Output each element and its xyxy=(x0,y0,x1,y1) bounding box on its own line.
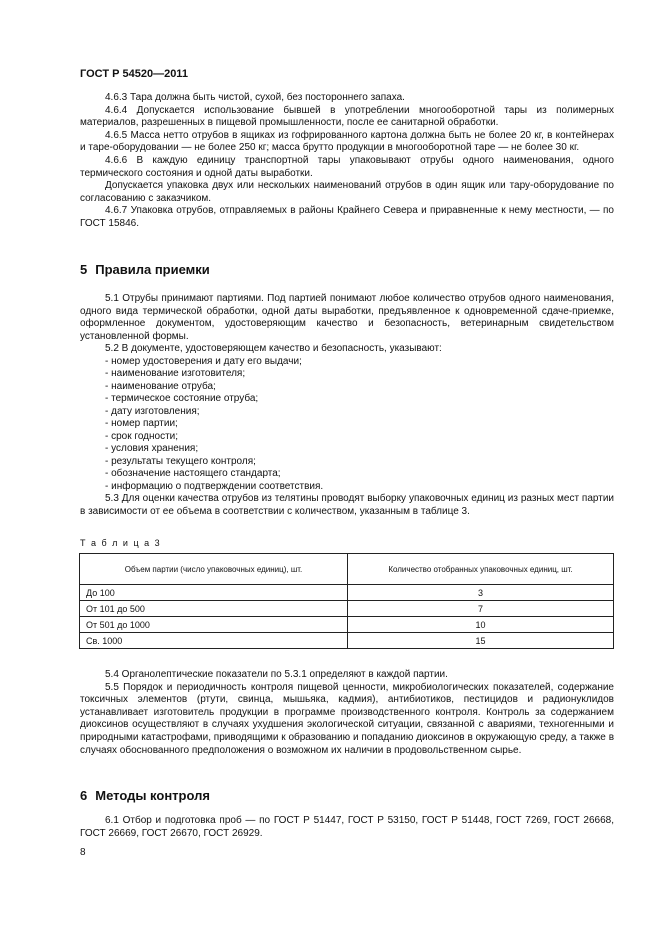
paragraph-4-6-5: 4.6.5 Масса нетто отрубов в ящиках из гофрированного картона должна быть не более 20 кг, в контейнерах и таре-оборудовании — не более 250 кг; масса брутто продукции в многооборотной таре — не более 30 кг. xyxy=(80,129,614,154)
table-row xyxy=(80,585,614,601)
paragraph-5-3: 5.3 Для оценки качества отрубов из телятины проводят выборку упаковочных единиц из разных мест партии в зависимости от ее объема в соответствии с количеством, указанным в таблице 3. xyxy=(80,493,614,518)
section-5-number: 5 xyxy=(80,262,88,277)
table-row xyxy=(80,633,614,649)
list-item: - результаты текущего контроля; xyxy=(80,456,614,469)
table-3-caption: Т а б л и ц а 3 xyxy=(80,538,162,548)
column-header-lot-size: Объем партии (число упаковочных единиц), шт. xyxy=(80,554,348,585)
paragraph-5-4: 5.4 Органолептические показатели по 5.3.1 определяют в каждой партии. xyxy=(105,669,448,680)
list-item: - наименование отруба; xyxy=(80,381,614,394)
list-item: - дату изготовления; xyxy=(80,406,614,419)
section-6-title: Методы контроля xyxy=(95,788,210,803)
page-number: 8 xyxy=(80,847,86,858)
section-5-heading xyxy=(80,262,210,277)
list-item: - термическое состояние отруба; xyxy=(80,393,614,406)
section-5-4-5-block xyxy=(80,669,614,757)
paragraph-4-6-6: 4.6.6 В каждую единицу транспортной тары упаковывают отрубы одного наименования, одного термического состояния и одной даты выработки. xyxy=(80,154,614,179)
section-5-block xyxy=(80,293,614,519)
document-header: ГОСТ Р 54520—2011 xyxy=(80,68,188,80)
list-item: - срок годности; xyxy=(80,431,614,444)
list-item: - номер удостоверения и дату его выдачи; xyxy=(80,356,614,369)
section-4-6-block xyxy=(80,92,614,231)
section-6-block xyxy=(80,815,614,840)
table-3 xyxy=(79,553,614,649)
list-item: - наименование изготовителя; xyxy=(80,368,614,381)
list-item: - информацию о подтверждении соответствия. xyxy=(80,481,614,494)
paragraph-6-1: 6.1 Отбор и подготовка проб — по ГОСТ Р 51447, ГОСТ Р 53150, ГОСТ Р 51448, ГОСТ 7269, ГОСТ 26668, ГОСТ 26669, ГОСТ 26670, ГОСТ 26929. xyxy=(80,815,614,839)
sample-count-cell: 10 xyxy=(348,617,614,633)
table-header-row xyxy=(80,554,614,585)
paragraph-5-2: 5.2 В документе, удостоверяющем качество и безопасность, указывают: xyxy=(105,343,442,355)
sample-count-cell: 3 xyxy=(348,585,614,601)
section-5-title: Правила приемки xyxy=(95,262,210,277)
sample-count-cell: 7 xyxy=(348,601,614,617)
list-item: - обозначение настоящего стандарта; xyxy=(80,468,614,481)
column-header-sample-count: Количество отобранных упаковочных единиц, шт. xyxy=(348,554,614,585)
list-item: - условия хранения; xyxy=(80,443,614,456)
table-row xyxy=(80,601,614,617)
section-6-number: 6 xyxy=(80,788,88,803)
paragraph-4-6-3: 4.6.3 Тара должна быть чистой, сухой, без постороннего запаха. xyxy=(105,92,405,103)
lot-size-cell: До 100 xyxy=(80,585,348,601)
paragraph-4-6-6-note: Допускается упаковка двух или нескольких наименований отрубов в один ящик или тару-оборудование по согласованию с заказчиком. xyxy=(80,180,614,204)
section-6-heading xyxy=(80,788,210,803)
lot-size-cell: Св. 1000 xyxy=(80,633,348,649)
list-item: - номер партии; xyxy=(80,418,614,431)
lot-size-cell: От 101 до 500 xyxy=(80,601,348,617)
paragraph-5-5: 5.5 Порядок и периодичность контроля пищевой ценности, микробиологических показателей, содержание токсичных элементов (ртути, свинца, мышьяка, кадмия), антибиотиков, пестицидов и радионуклидов устанавливает изготовитель продукции в программе производственного контроля. Контроль за содержанием диоксинов осуществляют в случаях ухудшения экологической ситуации, связанной с авариями, техногенными и природными катастрофами, приводящими к образованию и попаданию диоксинов в окружающую среду, а также в случаях обоснованного предположения о возможном их наличии в продовольственном сырье. xyxy=(80,681,614,756)
document-contents-list xyxy=(80,356,614,494)
sample-count-cell: 15 xyxy=(348,633,614,649)
table-row xyxy=(80,617,614,633)
paragraph-4-6-7: 4.6.7 Упаковка отрубов, отправляемых в районы Крайнего Севера и приравненные к нему местности, — по ГОСТ 15846. xyxy=(80,205,614,229)
paragraph-5-1: 5.1 Отрубы принимают партиями. Под партией понимают любое количество отрубов одного наименования, одного вида термической обработки, одной даты выработки, предъявленное к одновременной сдаче-приемке, оформленное документом, удостоверяющим качество и безопасность, ветеринарным свидетельством установленной формы. xyxy=(80,293,614,342)
lot-size-cell: От 501 до 1000 xyxy=(80,617,348,633)
paragraph-4-6-4: 4.6.4 Допускается использование бывшей в употреблении многооборотной тары из полимерных материалов, разрешенных в пищевой промышленности, после ее санитарной обработки. xyxy=(80,104,614,129)
